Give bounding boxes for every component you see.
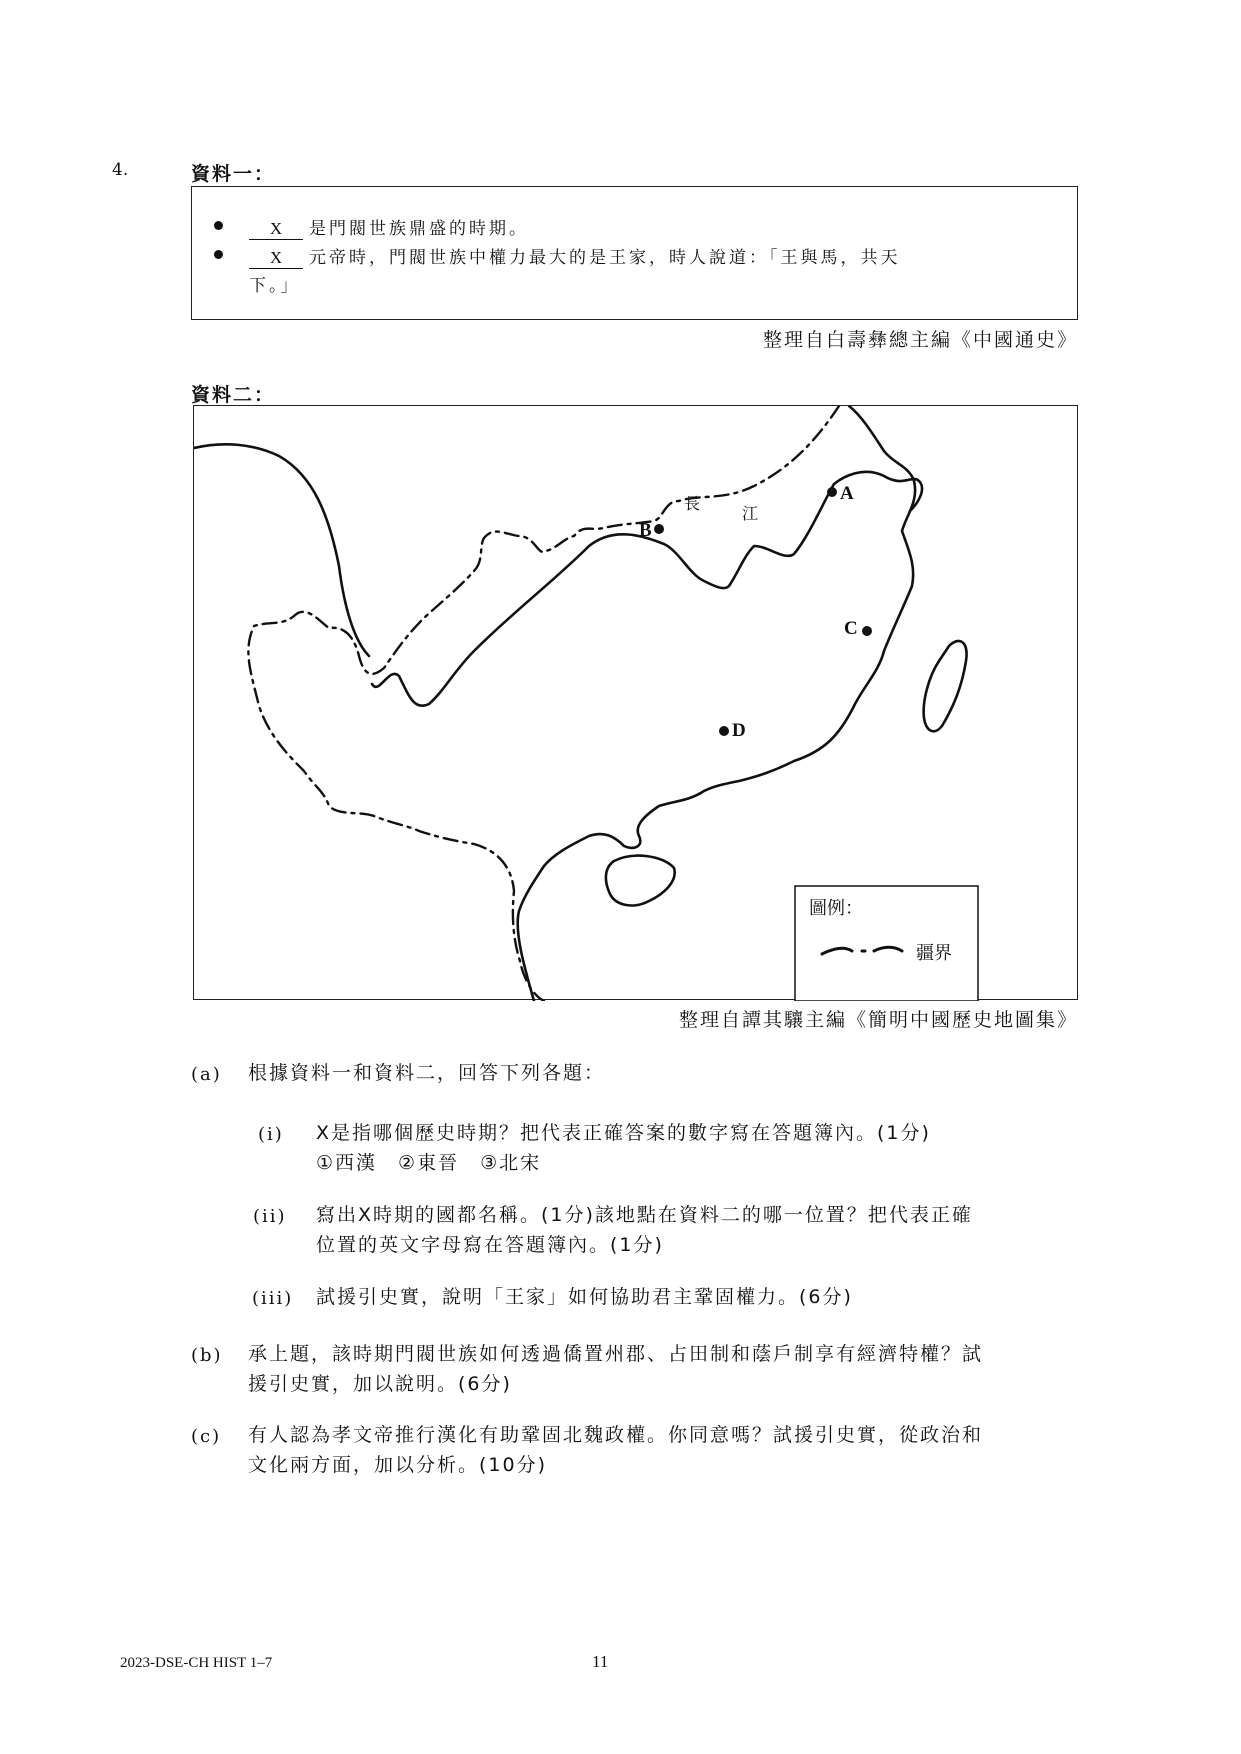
question-a-text: 根據資料一和資料二，回答下列各題： (248, 1062, 606, 1084)
question-ii-label: (ii) (253, 1206, 287, 1227)
map-figure (193, 405, 1078, 1000)
point-a-dot (827, 487, 837, 497)
source1-box (191, 186, 1078, 320)
question-ii-line1: 寫出X時期的國都名稱。(1分)該地點在資料二的哪一位置？把代表正確 (316, 1204, 973, 1226)
source1-bullet-2 (214, 243, 901, 269)
taiwan-island (924, 641, 967, 731)
source1-bullet-1 (214, 214, 529, 240)
question-a-label: (a) (191, 1064, 222, 1085)
question-b-line1: 承上題，該時期門閥世族如何透過僑置州郡、占田制和蔭戶制享有經濟特權？試 (248, 1343, 984, 1365)
point-d-dot (719, 726, 729, 736)
question-iii-text: 試援引史實，說明「王家」如何協助君主鞏固權力。(6分) (316, 1286, 853, 1308)
blank-x: X (249, 248, 303, 269)
question-b-label: (b) (191, 1345, 223, 1366)
river-label-1: 長 (684, 494, 701, 513)
source2-heading: 資料二： (191, 384, 276, 406)
source1-bullet-2-continuation: 下。」 (249, 276, 301, 296)
source2-citation: 整理自譚其驤主編《簡明中國歷史地圖集》 (678, 1009, 1078, 1031)
map-drawing (194, 406, 1079, 1001)
point-b-label: B (639, 520, 652, 541)
hainan-island (606, 856, 675, 906)
bullet-text: 元帝時，門閥世族中權力最大的是王家，時人說道：「王與馬，共天 (309, 248, 901, 268)
boundary-line (248, 406, 839, 1001)
page-number: 11 (592, 1652, 609, 1671)
question-i-text: X是指哪個歷史時期？把代表正確答案的數字寫在答題簿內。(1分) (316, 1122, 931, 1144)
northern-river-line (194, 444, 369, 656)
yangtze-river-line (372, 472, 922, 706)
question-b-line2: 援引史實，加以說明。(6分) (248, 1373, 512, 1395)
bullet-icon (214, 221, 223, 230)
legend-item-label: 疆界 (916, 943, 952, 964)
point-b-dot (654, 524, 664, 534)
point-c-dot (862, 626, 872, 636)
question-number: 4. (112, 160, 129, 180)
paper-code: 2023-DSE-CH HIST 1–7 (120, 1655, 273, 1671)
bullet-text: 是門閥世族鼎盛的時期。 (309, 219, 529, 239)
question-c-line2: 文化兩方面，加以分析。(10分) (248, 1454, 548, 1476)
point-a-label: A (840, 483, 854, 504)
blank-x: X (249, 219, 303, 240)
bullet-icon (214, 250, 223, 259)
question-i-options: ①西漢 ②東晉 ③北宋 (316, 1152, 542, 1174)
question-c-label: (c) (191, 1426, 222, 1447)
question-c-line1: 有人認為孝文帝推行漢化有助鞏固北魏政權。你同意嗎？試援引史實，從政治和 (248, 1424, 984, 1446)
point-d-label: D (732, 720, 746, 741)
legend-title: 圖例： (809, 898, 863, 919)
question-i-label: (i) (258, 1124, 284, 1145)
source1-citation: 整理自白壽彝總主編《中國通史》 (762, 329, 1078, 351)
point-c-label: C (844, 618, 858, 639)
source1-heading: 資料一： (191, 163, 276, 185)
river-label-2: 江 (742, 504, 759, 523)
question-iii-label: (iii) (252, 1288, 294, 1309)
question-ii-line2: 位置的英文字母寫在答題簿內。(1分) (316, 1234, 664, 1256)
